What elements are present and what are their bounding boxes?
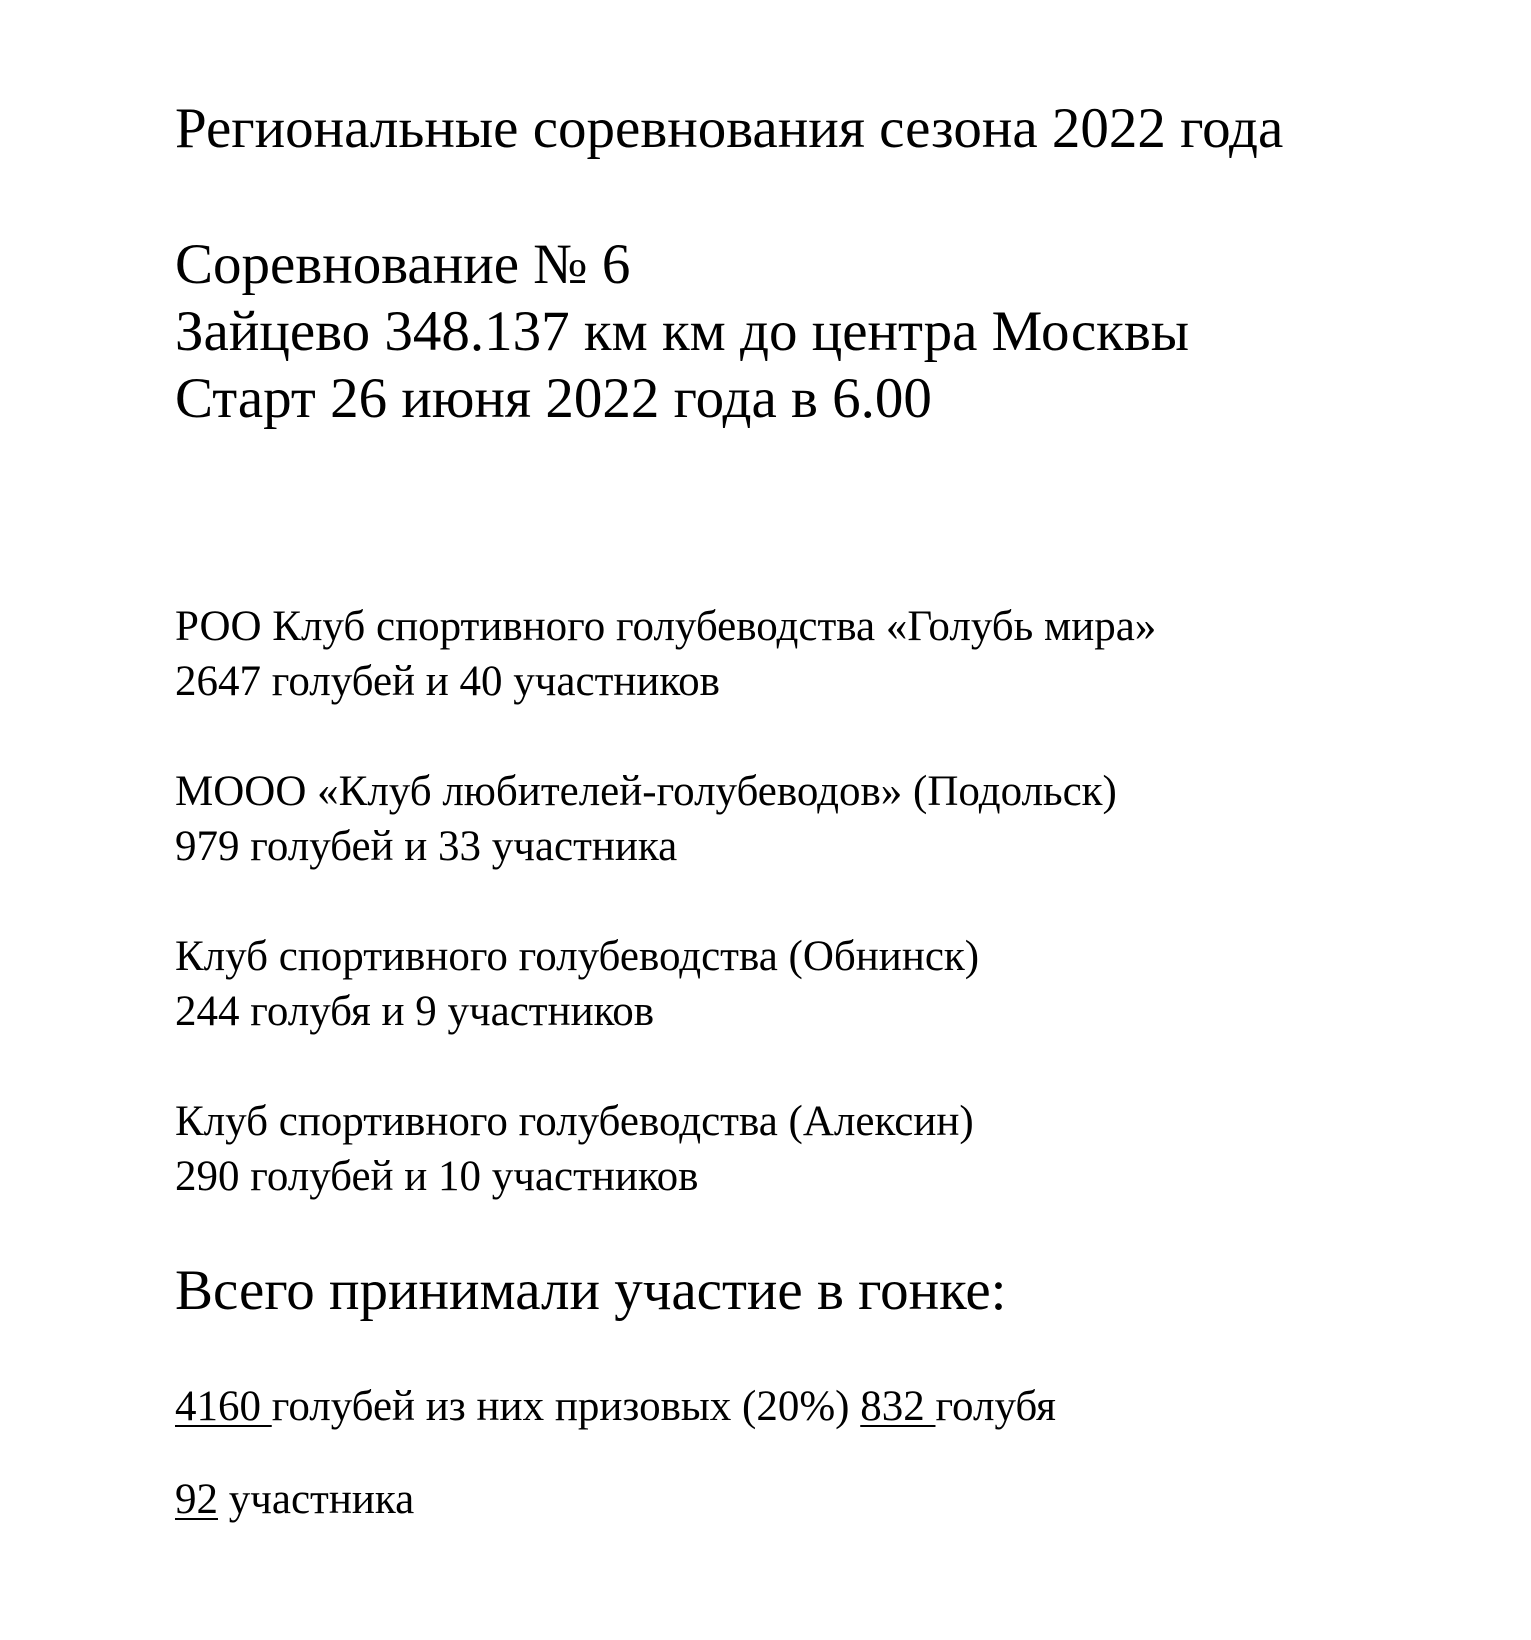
summary-heading: Всего принимали участие в гонке: [175, 1259, 1007, 1322]
club-stats: 290 голубей и 10 участников [175, 1153, 699, 1200]
competition-number: Соревнование № 6 [175, 233, 631, 296]
club-stats: 2647 голубей и 40 участников [175, 658, 720, 705]
participants-total: 92 [175, 1476, 218, 1523]
prize-total: 832 [860, 1383, 936, 1430]
club-name: Клуб спортивного голубеводства (Алексин) [175, 1098, 974, 1145]
participants-text: участника [218, 1476, 415, 1523]
competition-location: Зайцево 348.137 км км до центра Москвы [175, 300, 1190, 363]
summary-participants-line [175, 1478, 414, 1521]
club-name: МООО «Клуб любителей-голубеводов» (Подольск) [175, 768, 1117, 815]
document-title: Региональные соревнования сезона 2022 года [175, 97, 1284, 160]
club-stats: 979 голубей и 33 участника [175, 823, 678, 870]
prize-text: голубя [935, 1383, 1056, 1430]
competition-start: Старт 26 июня 2022 года в 6.00 [175, 367, 932, 430]
pigeons-text: голубей из них призовых (20%) [271, 1383, 861, 1430]
document-page [175, 0, 1505, 1640]
summary-pigeons-line [175, 1385, 1056, 1428]
club-stats: 244 голубя и 9 участников [175, 988, 655, 1035]
club-name: РОО Клуб спортивного голубеводства «Голубь мира» [175, 603, 1157, 650]
club-name: Клуб спортивного голубеводства (Обнинск) [175, 933, 980, 980]
pigeons-total: 4160 [175, 1383, 272, 1430]
